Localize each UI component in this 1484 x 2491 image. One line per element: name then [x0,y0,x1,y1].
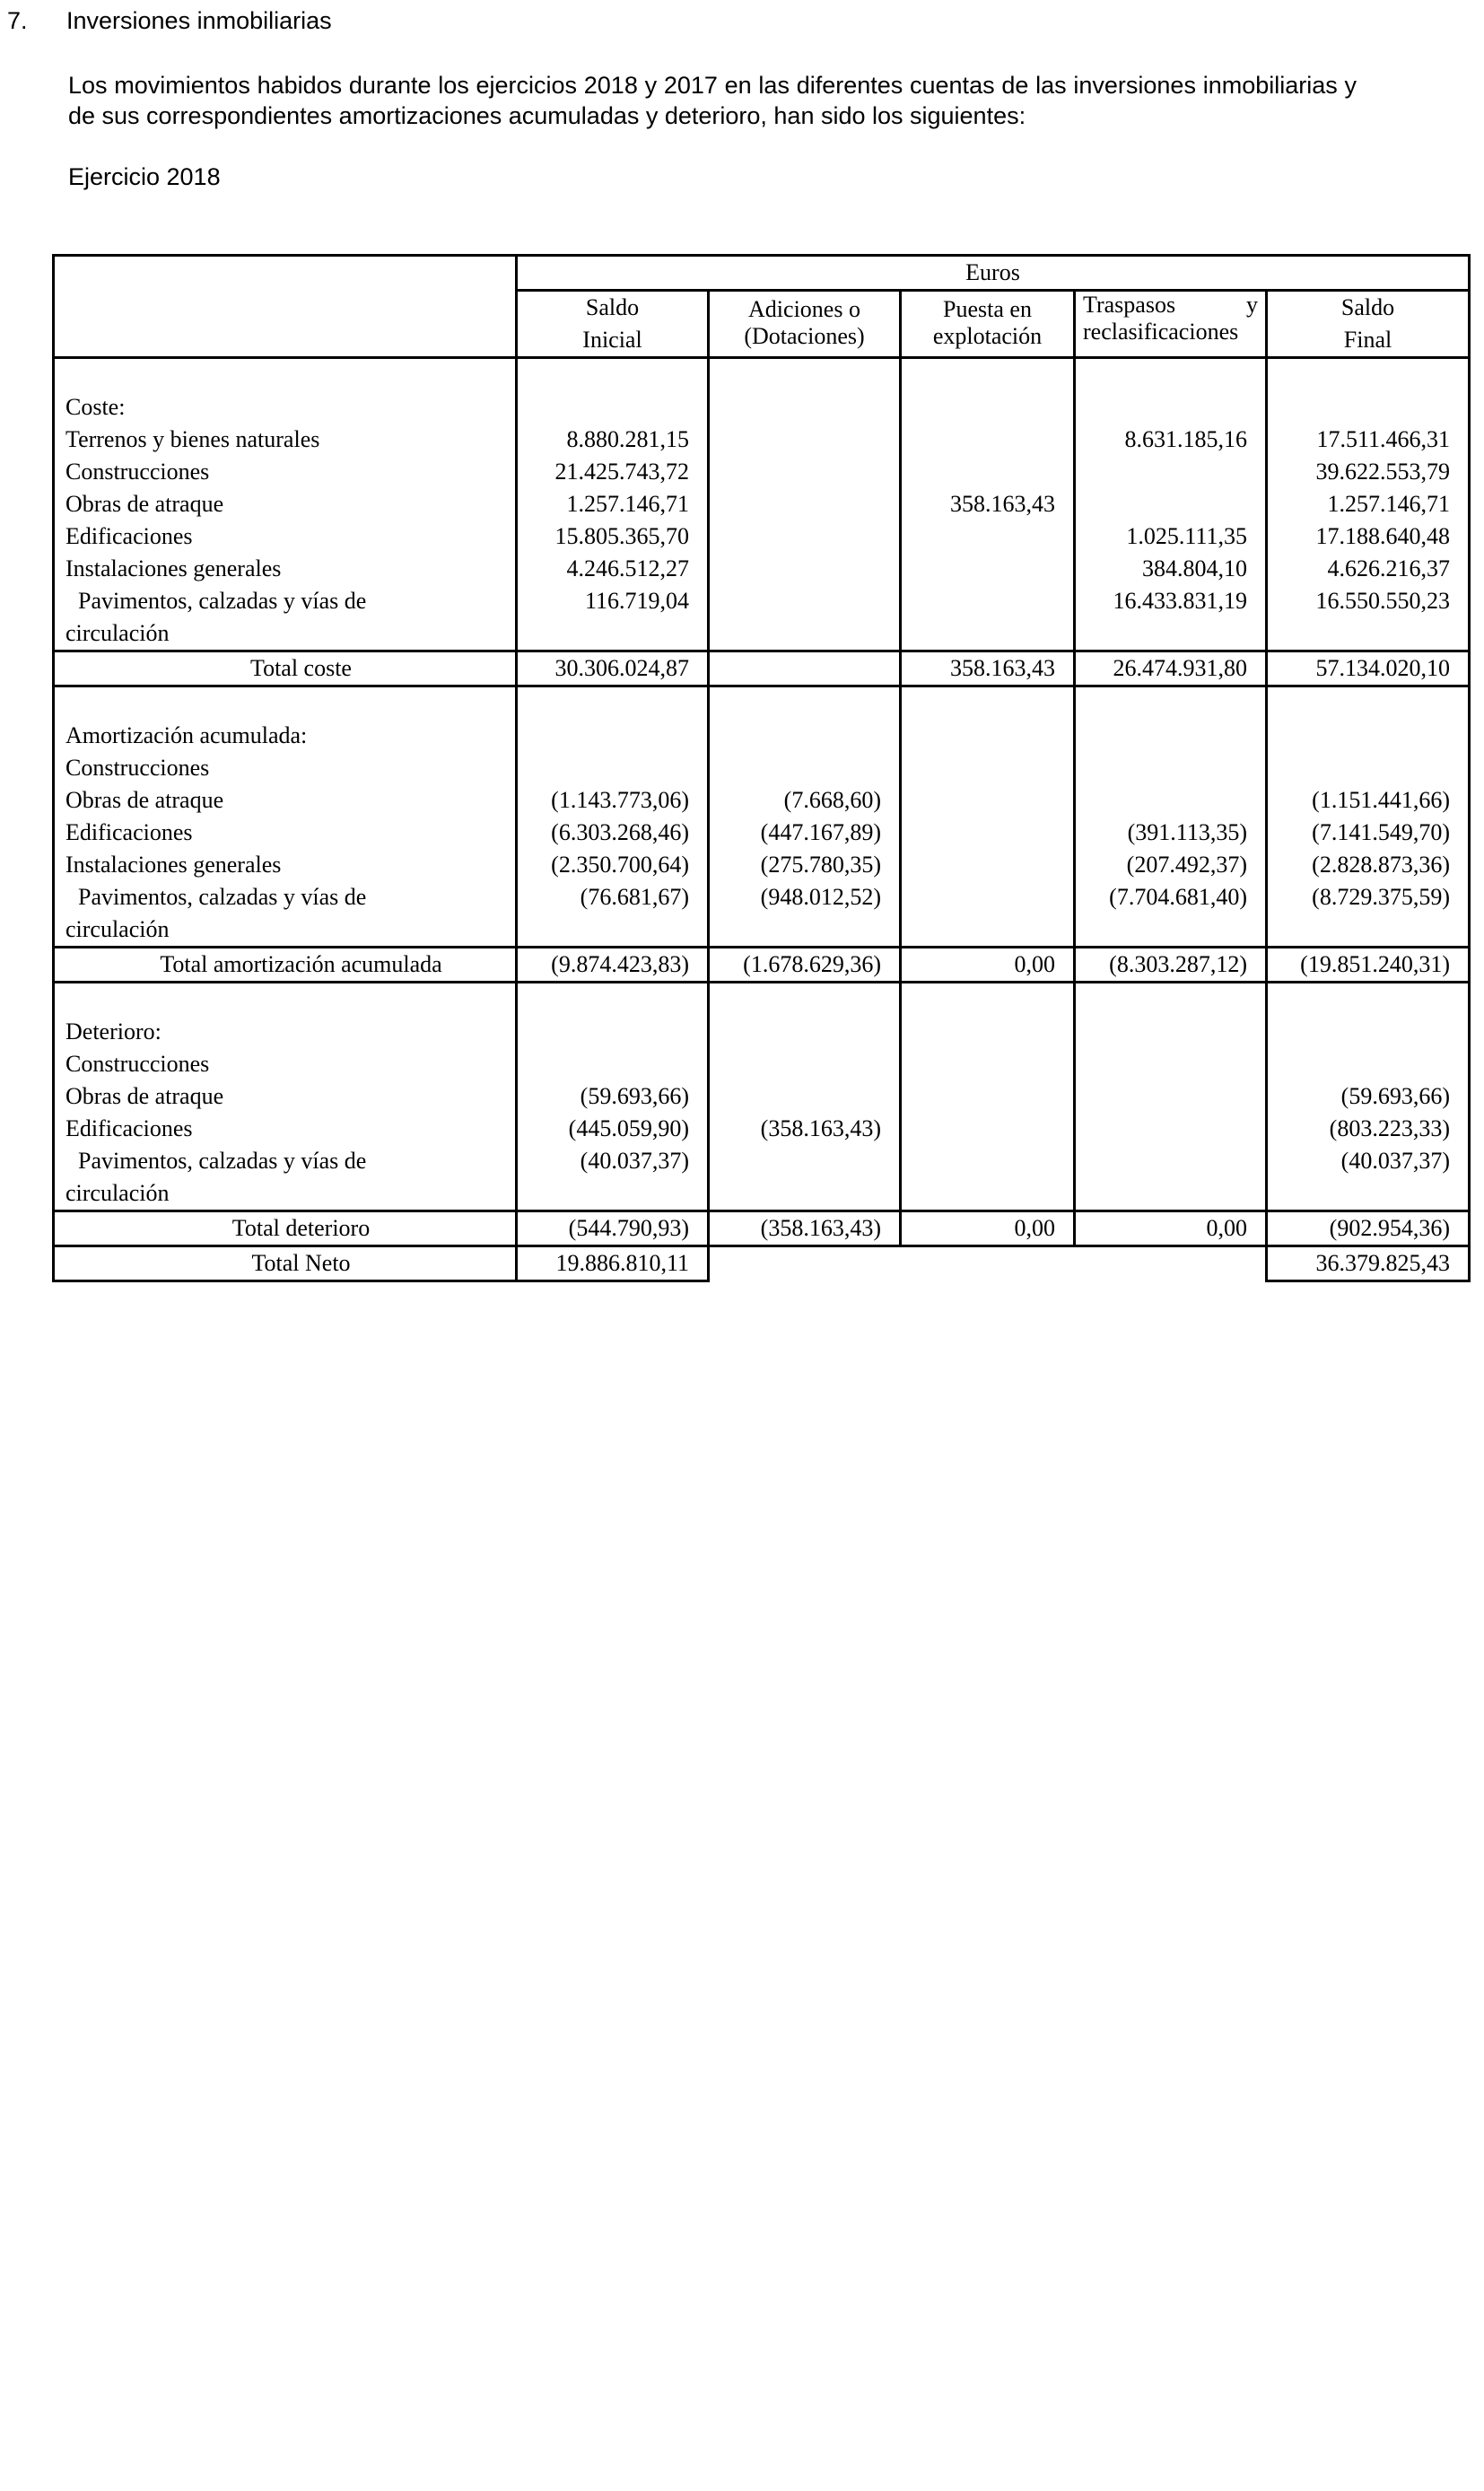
section-number: 7. [7,7,28,34]
table-cell [901,1246,1075,1281]
table-cell: (1.151.441,66) [1267,784,1470,817]
row-label: Construcciones [54,1048,517,1080]
table-cell [901,1048,1075,1080]
table-cell [709,488,901,520]
row-label [54,585,517,651]
table-cell: 26.474.931,80 [1075,651,1267,686]
table-cell [901,585,1075,651]
table-cell: 384.804,10 [1075,553,1267,585]
section-coste-spacer [54,358,1470,392]
table-cell: 1.257.146,71 [517,488,709,520]
row-label: Edificaciones [54,817,517,849]
table-cell [1075,784,1267,817]
row-label-line: circulación [65,1180,170,1206]
row-label-line: Pavimentos, calzadas y vías de [78,884,367,910]
table-cell [1267,686,1470,721]
table-cell: (1.143.773,06) [517,784,709,817]
table-cell [901,456,1075,488]
table-row [54,488,1470,520]
table-cell [1075,983,1267,1017]
row-label [54,881,517,948]
table-cell [709,651,901,686]
table-cell [709,1048,901,1080]
table-row [54,585,1470,651]
row-label-line: circulación [65,620,170,646]
table-cell: (447.167,89) [709,817,901,849]
row-label: Coste: [54,391,517,424]
table-cell [517,983,709,1017]
table-cell: 19.886.810,11 [517,1246,709,1281]
table-cell: (391.113,35) [1075,817,1267,849]
row-label: Instalaciones generales [54,553,517,585]
col-puesta-explotacion [901,291,1075,358]
table-cell [901,983,1075,1017]
section-deterioro-group [54,1048,1470,1080]
section-title: Inversiones inmobiliarias [66,7,332,34]
table-cell [1267,358,1470,392]
table-cell: (445.059,90) [517,1113,709,1145]
row-label: Edificaciones [54,520,517,553]
col-traspasos-y: y [1246,292,1258,318]
table-cell: 0,00 [901,948,1075,983]
table-cell [901,752,1075,784]
table-cell: 30.306.024,87 [517,651,709,686]
section-amort-title [54,720,1470,752]
table-cell [709,520,901,553]
table-cell: 8.880.281,15 [517,424,709,456]
table-row [54,849,1470,881]
table-cell: 1.257.146,71 [1267,488,1470,520]
table-cell [901,784,1075,817]
section-deterioro-spacer [54,983,1470,1017]
table-cell [901,1016,1075,1048]
table-cell [1267,1048,1470,1080]
table-cell [1267,391,1470,424]
table-cell: (1.678.629,36) [709,948,901,983]
section-heading [7,7,332,35]
table-cell [901,1080,1075,1113]
table-cell: 57.134.020,10 [1267,651,1470,686]
table-cell [1075,358,1267,392]
table-cell [709,1145,901,1211]
table-cell [517,720,709,752]
table-cell [901,358,1075,392]
table-cell: (803.223,33) [1267,1113,1470,1145]
table-cell [1075,1016,1267,1048]
table-cell: (8.303.287,12) [1075,948,1267,983]
section-deterioro-title [54,1016,1470,1048]
row-label: Amortización acumulada: [54,720,517,752]
table-cell [1267,1016,1470,1048]
table-row [54,424,1470,456]
row-label: Total coste [54,651,517,686]
table-cell [1075,720,1267,752]
table-cell [901,849,1075,881]
table-cell [1075,1113,1267,1145]
section-amort-spacer [54,686,1470,721]
table-cell [901,553,1075,585]
table-cell: (59.693,66) [1267,1080,1470,1113]
table-cell: 16.433.831,19 [1075,585,1267,651]
fiscal-year-subtitle: Ejercicio 2018 [68,163,221,190]
table-cell [517,358,709,392]
col-saldo-inicial-line1: Saldo [585,294,640,320]
col-saldo-final [1267,291,1470,358]
row-label-line: circulación [65,916,170,942]
col-puesta-line1: Puesta en [943,296,1032,322]
row-label: Total deterioro [54,1211,517,1246]
table-row [54,881,1470,948]
table-cell [709,686,901,721]
table-cell [709,1080,901,1113]
table-row [54,520,1470,553]
table-cell: (8.729.375,59) [1267,881,1470,948]
col-adiciones [709,291,901,358]
row-label: Construcciones [54,752,517,784]
table-row [54,817,1470,849]
table-cell: (207.492,37) [1075,849,1267,881]
table-cell [709,391,901,424]
col-traspasos [1075,291,1267,358]
table-cell: (6.303.268,46) [517,817,709,849]
table-cell [901,1145,1075,1211]
table-cell [1075,1246,1267,1281]
table-row [54,1080,1470,1113]
row-label [54,983,517,1017]
table-cell [901,424,1075,456]
row-label-line [1083,292,1258,319]
table-cell [517,686,709,721]
table-cell: 4.626.216,37 [1267,553,1470,585]
table-cell: (275.780,35) [709,849,901,881]
table-cell [709,1246,901,1281]
table-cell: (40.037,37) [517,1145,709,1211]
table-cell: (7.704.681,40) [1075,881,1267,948]
col-saldo-inicial [517,291,709,358]
row-label-line: Pavimentos, calzadas y vías de [78,588,367,614]
table-cell: 15.805.365,70 [517,520,709,553]
table-cell [901,520,1075,553]
table-cell: 21.425.743,72 [517,456,709,488]
table-cell [1267,752,1470,784]
table-cell: 36.379.825,43 [1267,1246,1470,1281]
table-cell [517,1048,709,1080]
table-cell [709,1016,901,1048]
row-label: Edificaciones [54,1113,517,1145]
section-amort-group [54,752,1470,784]
table-cell [901,817,1075,849]
row-label: Obras de atraque [54,1080,517,1113]
col-saldo-final-line1: Saldo [1340,294,1395,320]
table-cell: (2.350.700,64) [517,849,709,881]
table-row [54,1113,1470,1145]
table-cell [517,391,709,424]
total-neto-row [54,1246,1470,1281]
table-cell: (358.163,43) [709,1113,901,1145]
header-corner [54,256,517,358]
table-cell: 4.246.512,27 [517,553,709,585]
table-cell: 0,00 [1075,1211,1267,1246]
table-cell: 17.511.466,31 [1267,424,1470,456]
table-cell: 16.550.550,23 [1267,585,1470,651]
table-cell: (902.954,36) [1267,1211,1470,1246]
total-deterioro-row [54,1211,1470,1246]
table-cell: 1.025.111,35 [1075,520,1267,553]
row-label: Terrenos y bienes naturales [54,424,517,456]
table-cell: (40.037,37) [1267,1145,1470,1211]
table-row [54,1145,1470,1211]
table-cell [709,358,901,392]
table-cell [1075,1080,1267,1113]
total-amort-row [54,948,1470,983]
row-label: Total Neto [54,1246,517,1281]
row-label [54,686,517,721]
row-label: Total amortización acumulada [54,948,517,983]
table-row [54,456,1470,488]
table-cell [709,585,901,651]
section-coste-title [54,391,1470,424]
investment-properties-table [52,254,1471,1282]
table-cell [709,983,901,1017]
table-cell [901,881,1075,948]
table-cell: 0,00 [901,1211,1075,1246]
table-cell: (358.163,43) [709,1211,901,1246]
row-label: Obras de atraque [54,784,517,817]
col-traspasos-word: Traspasos [1083,292,1176,318]
table-cell: (544.790,93) [517,1211,709,1246]
table-cell: (7.668,60) [709,784,901,817]
table-cell [1267,720,1470,752]
table-cell [1267,983,1470,1017]
row-label: Instalaciones generales [54,849,517,881]
table-cell [901,686,1075,721]
table-row [54,553,1470,585]
table-cell: 39.622.553,79 [1267,456,1470,488]
table-cell [709,424,901,456]
header-currency-row [54,256,1470,291]
table-cell [517,752,709,784]
table-cell: (19.851.240,31) [1267,948,1470,983]
table-cell [901,391,1075,424]
currency-label: Euros [517,256,1470,291]
table-cell [709,553,901,585]
table-cell: (7.141.549,70) [1267,817,1470,849]
table-cell: 358.163,43 [901,651,1075,686]
table-cell [709,752,901,784]
row-label [54,358,517,392]
table-cell: 8.631.185,16 [1075,424,1267,456]
row-label: Obras de atraque [54,488,517,520]
table-cell [901,1113,1075,1145]
col-puesta-line2: explotación [932,323,1043,349]
table-cell [1075,456,1267,488]
col-traspasos-line2: reclasificaciones [1083,319,1239,345]
total-coste-row [54,651,1470,686]
table-cell: (76.681,67) [517,881,709,948]
row-label-line: Pavimentos, calzadas y vías de [78,1148,367,1174]
table-cell: (2.828.873,36) [1267,849,1470,881]
table-cell: 116.719,04 [517,585,709,651]
col-adiciones-line1: Adiciones o [748,296,860,322]
table-cell: (9.874.423,83) [517,948,709,983]
table-cell [1075,752,1267,784]
table-cell [709,720,901,752]
table-cell: 358.163,43 [901,488,1075,520]
row-label [54,1145,517,1211]
intro-paragraph: Los movimientos habidos durante los ejercicios 2018 y 2017 en las diferentes cuentas de las inversiones inmobiliarias y de sus correspondientes amortizaciones acumuladas y deterioro, han sido los siguientes: [68,72,1357,129]
table-cell: (59.693,66) [517,1080,709,1113]
table-cell [1075,488,1267,520]
table-cell [1075,391,1267,424]
table-cell: 17.188.640,48 [1267,520,1470,553]
col-adiciones-line2: (Dotaciones) [744,323,865,349]
row-label: Deterioro: [54,1016,517,1048]
table-cell [1075,1145,1267,1211]
col-saldo-final-line2: Final [1343,327,1392,353]
row-label: Construcciones [54,456,517,488]
table-cell [1075,686,1267,721]
table-row [54,784,1470,817]
table-cell [517,1016,709,1048]
col-saldo-inicial-line2: Inicial [582,327,642,353]
table-cell [1075,1048,1267,1080]
table-cell [901,720,1075,752]
table-cell: (948.012,52) [709,881,901,948]
table-cell [709,456,901,488]
